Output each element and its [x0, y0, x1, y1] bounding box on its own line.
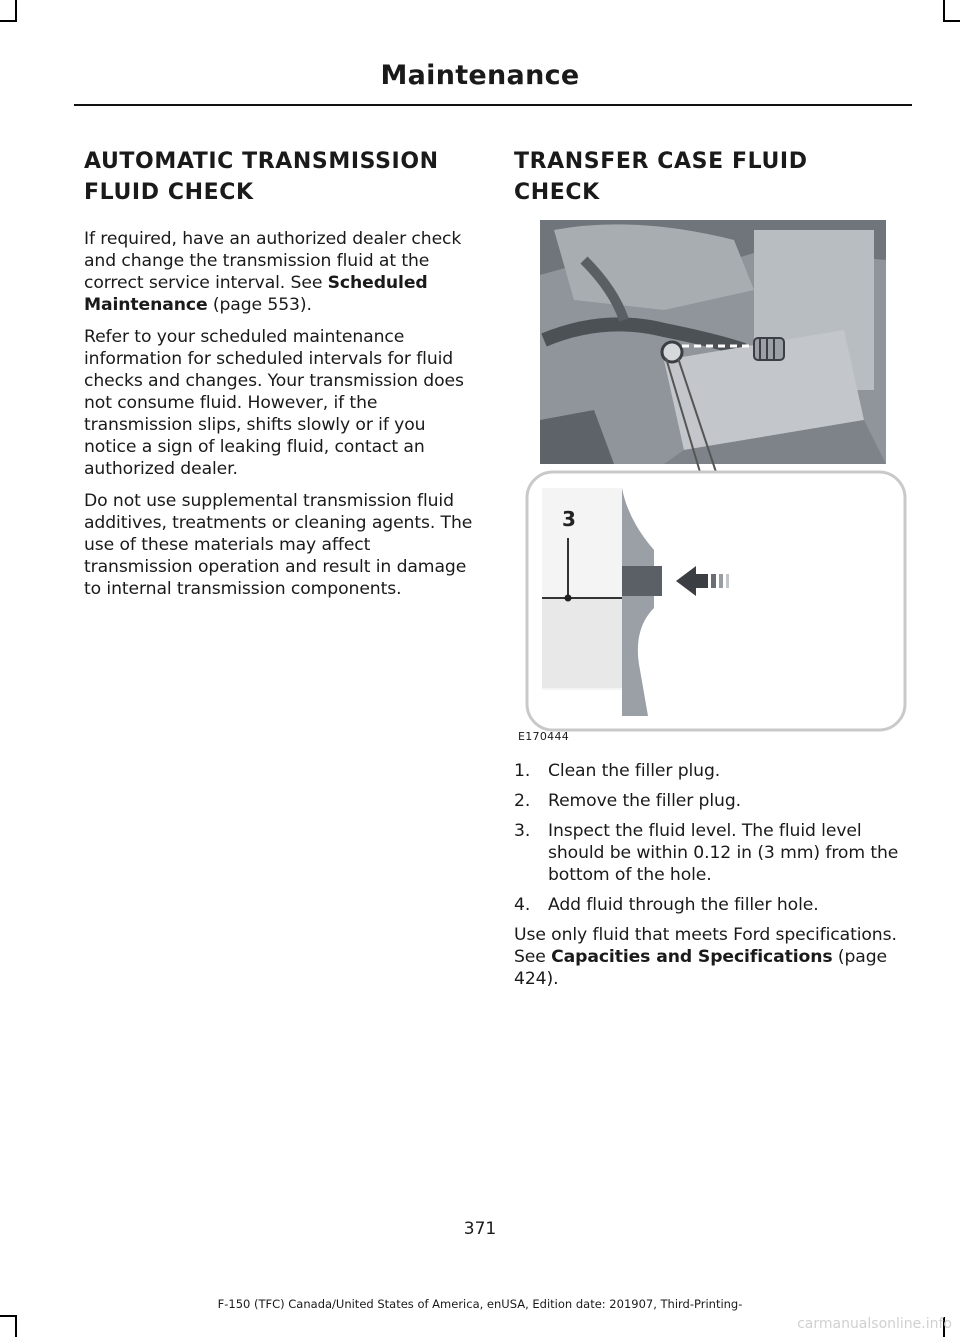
- step-number: 3.: [514, 821, 531, 841]
- paragraph-dealer-check: [84, 228, 476, 316]
- page-header-title: Maintenance: [380, 60, 580, 91]
- page-number: 371: [463, 1219, 497, 1239]
- list-item: [514, 820, 910, 886]
- step-number: 2.: [514, 791, 531, 811]
- page-reference: (page 553).: [207, 295, 312, 315]
- filler-plug: [754, 338, 784, 360]
- step-text: Remove the filler plug.: [548, 791, 742, 811]
- heading-line-1: AUTOMATIC TRANSMISSION: [84, 149, 439, 174]
- left-column: [84, 146, 476, 610]
- step-text: Add fluid through the filler hole.: [548, 895, 819, 915]
- callout-dot: [565, 595, 572, 602]
- heading-line-2: FLUID CHECK: [84, 180, 254, 205]
- hole-band: [622, 566, 662, 596]
- crop-mark: [943, 20, 960, 22]
- list-item: [514, 894, 910, 916]
- step-text: Inspect the fluid level. The fluid level should be within 0.12 in (3 mm) from the bottom of the hole.: [548, 821, 899, 885]
- heading-line-2: CHECK: [514, 180, 600, 205]
- page-reference: (page 424).: [514, 947, 887, 989]
- figure-code: E170444: [518, 730, 570, 743]
- step-number: 4.: [514, 895, 531, 915]
- list-item: [514, 760, 910, 782]
- fluid-level-area: [542, 598, 622, 688]
- paragraph-text: If required, have an authorized dealer check and change the transmission fluid at the correct service interval. See: [84, 229, 462, 293]
- footer-edition-info: F-150 (TFC) Canada/United States of America, enUSA, Edition date: 201907, Third-Printing-: [217, 1297, 743, 1311]
- transfer-case-illustration: [514, 220, 910, 750]
- paragraph-scheduled-intervals: Refer to your scheduled maintenance information for scheduled intervals for fluid checks and changes. Your transmission does not consume fluid. However, if the transmission slips, shifts slowly or if you notice a sign of leaking fluid, contact an authorized dealer.: [84, 327, 464, 479]
- crop-mark: [15, 1317, 17, 1337]
- link-scheduled-maintenance[interactable]: Scheduled Maintenance: [84, 273, 428, 315]
- crop-mark: [15, 0, 17, 20]
- paragraph-fluid-spec: [514, 924, 910, 990]
- step-number: 1.: [514, 761, 531, 781]
- watermark: carmanualsonline.info: [797, 1316, 952, 1332]
- link-capacities-and-specifications[interactable]: Capacities and Specifications: [551, 947, 833, 967]
- crop-mark: [943, 0, 945, 20]
- heading-line-1: TRANSFER CASE FLUID: [514, 149, 808, 174]
- crop-mark: [0, 1315, 17, 1317]
- steps-list: [514, 760, 910, 916]
- section-heading-transfer-case: [514, 146, 910, 208]
- right-column: [514, 146, 910, 1000]
- list-item: [514, 790, 910, 812]
- crop-mark: [0, 20, 17, 22]
- step-text: Clean the filler plug.: [548, 761, 721, 781]
- paragraph-additives-warning: Do not use supplemental transmission fluid additives, treatments or cleaning agents. The use of these materials may affect transmission operation and result in damage to internal transmission components.: [84, 491, 473, 599]
- paragraph-text: Use only fluid that meets Ford specifications. See: [514, 925, 897, 967]
- transfer-case-figure: [514, 220, 910, 750]
- callout-number: 3: [562, 507, 576, 531]
- section-heading-automatic-transmission: [84, 146, 476, 208]
- header-rule: [74, 104, 912, 106]
